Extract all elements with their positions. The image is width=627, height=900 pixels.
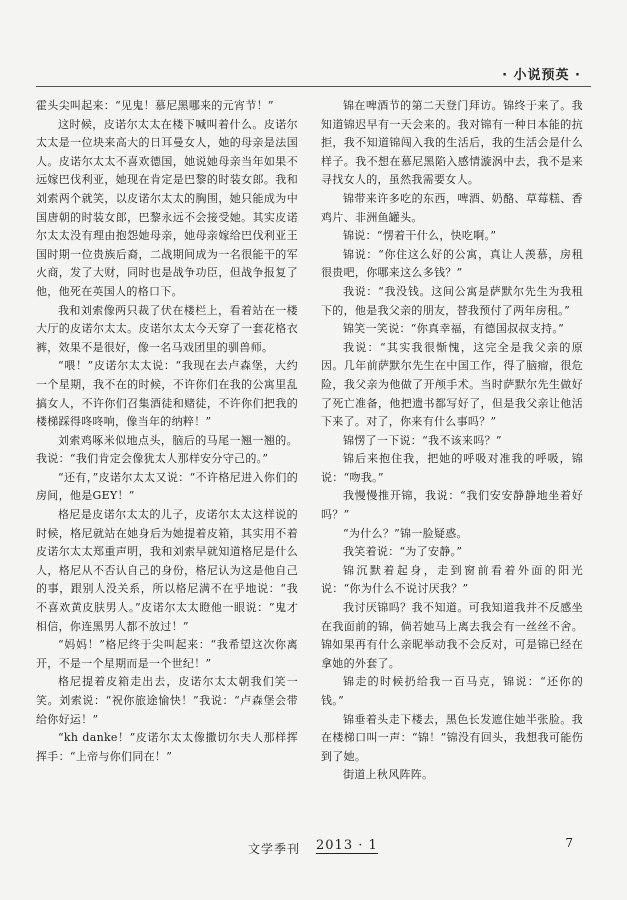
- page-number: 7: [565, 836, 573, 850]
- section-header: · 小说预英 ·: [502, 68, 581, 83]
- paragraph: 锦笑一笑说：“你真幸福，有德国叔叔支持。”: [343, 322, 565, 336]
- paragraph: 锦愣了一下说：“我不该来吗？”: [343, 433, 502, 447]
- paragraph: 锦说：“你住这么好的公寓，真让人羡慕，房租很贵吧，你哪来这么多钱？”: [321, 247, 583, 280]
- paragraph: 锦说：“愣着干什么，快吃啊。”: [343, 229, 497, 243]
- paragraph: 刘索鸡啄米似地点头，脑后的马尾一翘一翘的。我说：“我们肯定会像犹太人那样安分守己的。”: [36, 433, 298, 466]
- paragraph: 格尼提着皮箱走出去，皮诺尔太太朝我们笑一笑。刘索说：“祝你旅途愉快！”我说：“卢森堡会带给你好运！”: [36, 675, 298, 726]
- paragraph: 锦后来抱住我，把她的呼吸对准我的呼吸，锦说：“吻我。”: [321, 452, 583, 484]
- issue-number: 2013 · 1: [316, 838, 378, 853]
- paragraph: 我说：“其实我很惭愧，这完全是我父亲的原因。几年前萨默尔先生在中国工作，得了脑瘤，很危险，我父亲为他做了开颅手术。当时萨默尔先生做好了死亡准备，他把遗书都写好了，但是我父亲让他活下来了。对了，你来有什么事吗？”: [321, 340, 583, 429]
- paragraph: 我和刘索像两只裁了伏在楼栏上，看着站在一楼大厅的皮诺尔太太。皮诺尔太太今天穿了一套花格衣裤，效果不是很好，像一名马戏团里的驯兽师。: [36, 303, 298, 354]
- paragraph: 锦走的时候扔给我一百马克，锦说：“还你的钱。”: [321, 675, 583, 707]
- paragraph: 霍头尖叫起来：“见鬼！慕尼黑哪来的元宵节！”: [36, 99, 274, 112]
- paragraph: 锦在啤酒节的第二天登门拜访。锦终于来了。我知道锦迟早有一天会来的。我对锦有一种日本能的抗拒，我不知道锦闯入我的生活后，我的生活会是什么样子。我不想在慕尼黑陷入感情漩涡中去，我不是来寻找女人的，虽然我需要女人。: [321, 99, 583, 187]
- paragraph: 街道上秋风阵阵。: [343, 768, 434, 782]
- paragraph: 锦带来许多吃的东西，啤酒、奶酪、草莓糕、香鸡片、非洲鱼罐头。: [321, 191, 583, 224]
- paragraph: 锦沉默着起身，走到窗前看着外面的阳光说：“你为什么不说讨厌我？”: [321, 563, 583, 596]
- left-column: [36, 97, 298, 766]
- paragraph: “喂！”皮诺尔太太说：“我现在去卢森堡，大约一个星期，我不在的时候，不许你们在我的公寓里乱搞女人，不许你们召集酒徒和赌徒，不许你们把我的楼梯踩得咚咚响，像当年的纳粹！”: [36, 359, 298, 429]
- header-rule: [36, 86, 591, 87]
- right-column: [321, 97, 583, 785]
- paragraph: 锦垂着头走下楼去，黑色长发遮住她半张脸。我在楼梯口叫一声：“锦！”锦没有回头，我想我可能伤到了她。: [321, 712, 583, 763]
- paragraph: 我慢慢推开锦，我说：“我们安安静静地坐着好吗？”: [321, 489, 583, 522]
- paragraph: “kh danke！”皮诺尔太太像撒切尔夫人那样挥挥手：“上帝与你们同在！”: [36, 731, 298, 763]
- paragraph: “妈妈！”格尼终于尖叫起来：“我希望这次你离开，不是一个星期而是一个世纪！”: [36, 638, 298, 670]
- paragraph: “还有，”皮诺尔太太又说：“不许格尼进入你们的房间，他是GEY！”: [36, 470, 298, 503]
- paragraph: 我讨厌锦吗？我不知道。可我知道我并不反感坐在我面前的锦，倘若她马上离去我会有一丝丝不舍。锦如果再有什么亲昵举动我不会反对，可是锦已经在拿她的外套了。: [321, 601, 583, 670]
- journal-title: 文学季刊: [248, 842, 301, 856]
- paragraph: 我笑着说：“为了安静。”: [343, 545, 463, 559]
- paragraph: 格尼是皮诺尔太太的儿子，皮诺尔太太这样说的时候，格尼就站在她身后为她提着皮箱，其实用不着皮诺尔太太郑重声明，我和刘索早就知道格尼是什么人，格尼从不否认自己的身份，格尼认为这是他自己的事，跟别人没关系，所以格尼满不在乎地说：“我不喜欢黄皮肤男人。”皮诺尔太太瞪他一眼说：“鬼才相信，你连黑男人都不放过！”: [36, 508, 298, 633]
- paragraph: 这时候，皮诺尔太太在楼下喊叫着什么。皮诺尔太太是一位块来高大的日耳曼女人，她的母亲是法国人。皮诺尔太太不喜欢德国，她说她母亲当年如果不远嫁巴伐利亚，她现在肯定是巴黎的时装女郎。我和刘索两个就笑，以皮诺尔太太的胸围，她只能成为中国唐朝的时装女郎，巴黎永远不会接受她。其实皮诺尔太太没有理由抱怨她母亲，她母亲嫁给巴伐利亚王国时期一位贵族后裔，二战期间成为一名很能干的军火商，发了大财，同时也是战争功臣，但战争报复了他，他死在英国人的格口下。: [36, 117, 298, 298]
- paragraph: 我说：“我没钱。这间公寓是萨默尔先生为我租下的，他是我父亲的朋友，替我预付了两年房租。”: [321, 284, 583, 317]
- paragraph: “为什么？”锦一脸疑惑。: [343, 526, 468, 540]
